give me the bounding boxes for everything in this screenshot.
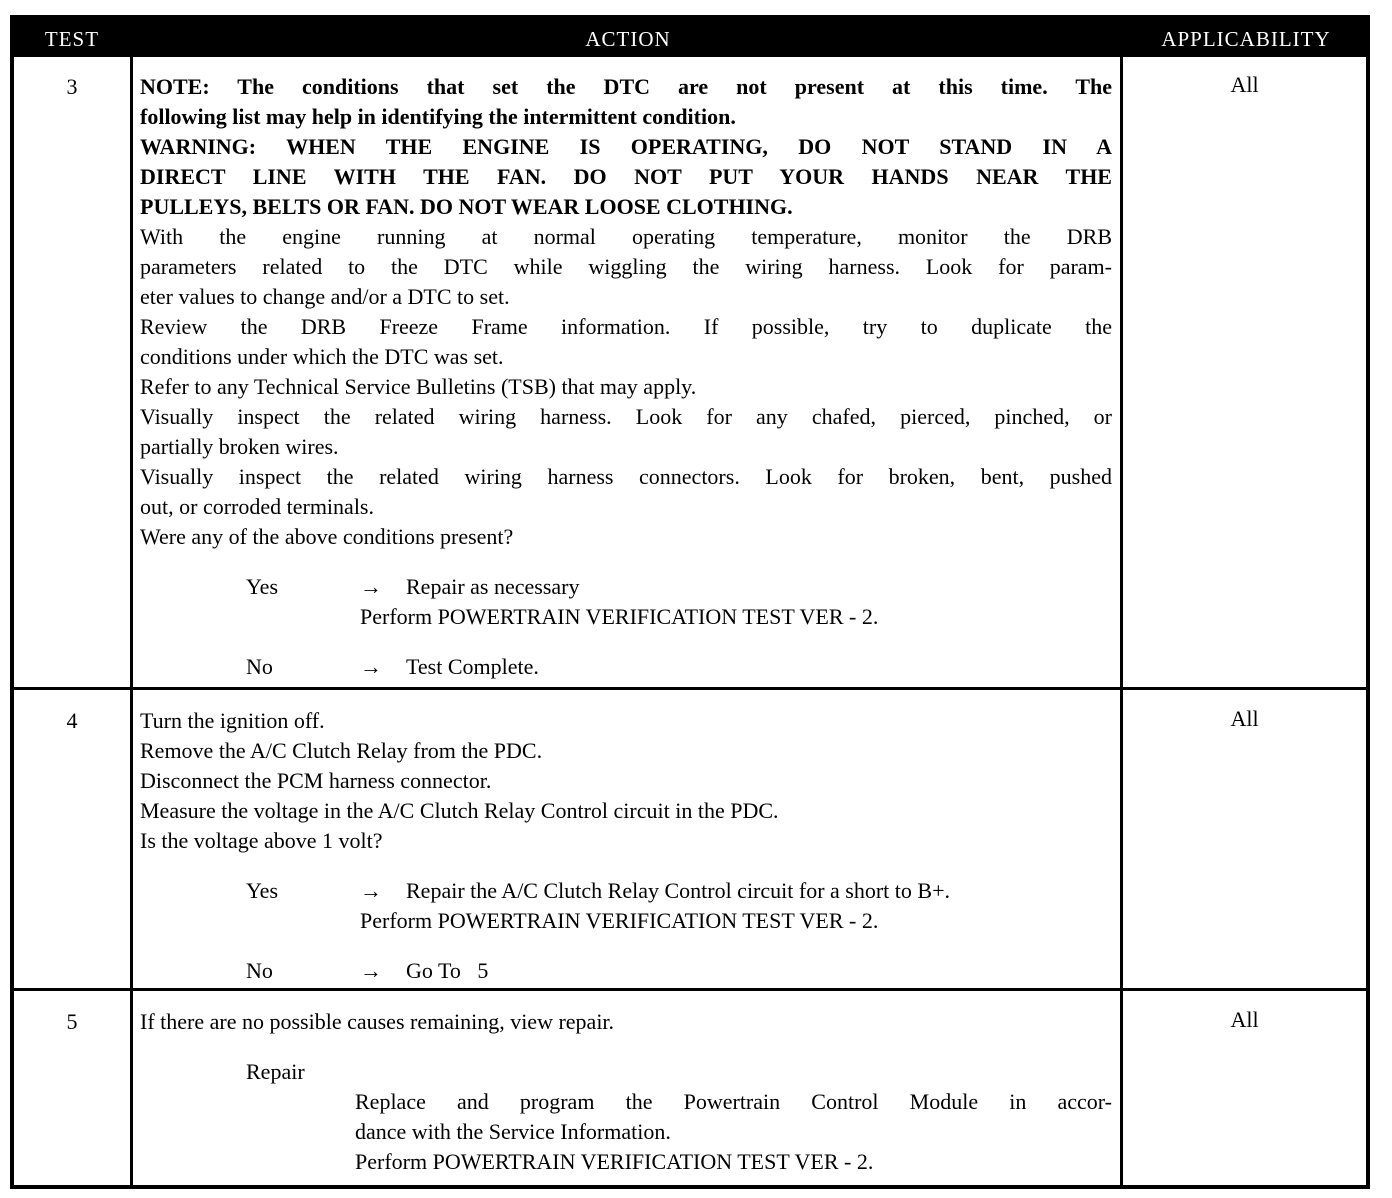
- yes-branch: [140, 572, 1112, 602]
- diagnostic-test-table: [10, 15, 1370, 1189]
- instruction-text: If there are no possible causes remaining, view repair.: [140, 1009, 615, 1034]
- no-branch: [140, 652, 1112, 682]
- note-text: following list may help in identifying the intermittent condition.: [140, 104, 736, 129]
- instruction-text: Visually inspect the related wiring harness connectors. Look for broken, bent, pushed: [140, 464, 1112, 489]
- repair-text: Perform POWERTRAIN VERIFICATION TEST VER - 2.: [355, 1149, 874, 1174]
- instruction-text: Visually inspect the related wiring harness. Look for any chafed, pierced, pinched, or: [140, 404, 1112, 429]
- applicability-value: All: [1230, 706, 1259, 731]
- warning-text: DIRECT LINE WITH THE FAN. DO NOT PUT YOUR HANDS NEAR THE: [140, 164, 1112, 189]
- instruction-text: conditions under which the DTC was set.: [140, 344, 504, 369]
- repair-label: Repair: [246, 1059, 305, 1084]
- action-cell: [140, 1007, 1112, 1177]
- row-divider: [14, 687, 1366, 690]
- header-action: ACTION: [585, 27, 671, 51]
- action-cell: [140, 706, 1112, 986]
- yes-label: Yes: [246, 878, 279, 903]
- arrow-icon: →: [360, 958, 382, 983]
- test-number: 3: [66, 74, 78, 99]
- instruction-text: parameters related to the DTC while wiggling the wiring harness. Look for param-: [140, 254, 1112, 279]
- no-label: No: [246, 654, 273, 679]
- arrow-icon: →: [360, 574, 382, 599]
- yes-branch: [140, 876, 1112, 906]
- repair-text: Replace and program the Powertrain Control Module in accor-: [355, 1089, 1112, 1114]
- row-divider: [14, 988, 1366, 991]
- instruction-text: Refer to any Technical Service Bulletins (TSB) that may apply.: [140, 374, 697, 399]
- yes-result: Repair as necessary: [406, 574, 580, 599]
- warning-text: PULLEYS, BELTS OR FAN. DO NOT WEAR LOOSE CLOTHING.: [140, 194, 793, 219]
- yes-result: Repair the A/C Clutch Relay Control circuit for a short to B+.: [406, 878, 950, 903]
- table-header: [14, 19, 1366, 57]
- applicability-value: All: [1230, 72, 1259, 97]
- instruction-text: Disconnect the PCM harness connector.: [140, 768, 492, 793]
- no-label: No: [246, 958, 273, 983]
- repair-text: dance with the Service Information.: [355, 1119, 671, 1144]
- instruction-text: eter values to change and/or a DTC to set.: [140, 284, 510, 309]
- no-result: Go To 5: [406, 958, 489, 983]
- header-applicability: APPLICABILITY: [1161, 27, 1331, 51]
- note-text: NOTE: The conditions that set the DTC are not present at this time. The: [140, 74, 1112, 99]
- question-text: Were any of the above conditions present?: [140, 524, 514, 549]
- question-text: Is the voltage above 1 volt?: [140, 828, 383, 853]
- no-branch: [140, 956, 1112, 986]
- instruction-text: Review the DRB Freeze Frame information. If possible, try to duplicate the: [140, 314, 1112, 339]
- yes-followup: Perform POWERTRAIN VERIFICATION TEST VER - 2.: [360, 604, 879, 629]
- test-number: 4: [66, 708, 78, 733]
- warning-text: WARNING: WHEN THE ENGINE IS OPERATING, DO NOT STAND IN A: [140, 134, 1112, 159]
- instruction-text: Remove the A/C Clutch Relay from the PDC.: [140, 738, 543, 763]
- instruction-text: With the engine running at normal operating temperature, monitor the DRB: [140, 224, 1112, 249]
- instruction-text: Measure the voltage in the A/C Clutch Relay Control circuit in the PDC.: [140, 798, 779, 823]
- instruction-text: partially broken wires.: [140, 434, 339, 459]
- arrow-icon: →: [360, 654, 382, 679]
- no-result: Test Complete.: [406, 654, 539, 679]
- header-test: TEST: [44, 27, 100, 51]
- instruction-text: out, or corroded terminals.: [140, 494, 374, 519]
- column-divider: [130, 57, 133, 1185]
- yes-label: Yes: [246, 574, 279, 599]
- arrow-icon: →: [360, 878, 382, 903]
- action-cell: [140, 72, 1112, 682]
- instruction-text: Turn the ignition off.: [140, 708, 325, 733]
- applicability-value: All: [1230, 1007, 1259, 1032]
- test-number: 5: [66, 1009, 78, 1034]
- yes-followup: Perform POWERTRAIN VERIFICATION TEST VER - 2.: [360, 908, 879, 933]
